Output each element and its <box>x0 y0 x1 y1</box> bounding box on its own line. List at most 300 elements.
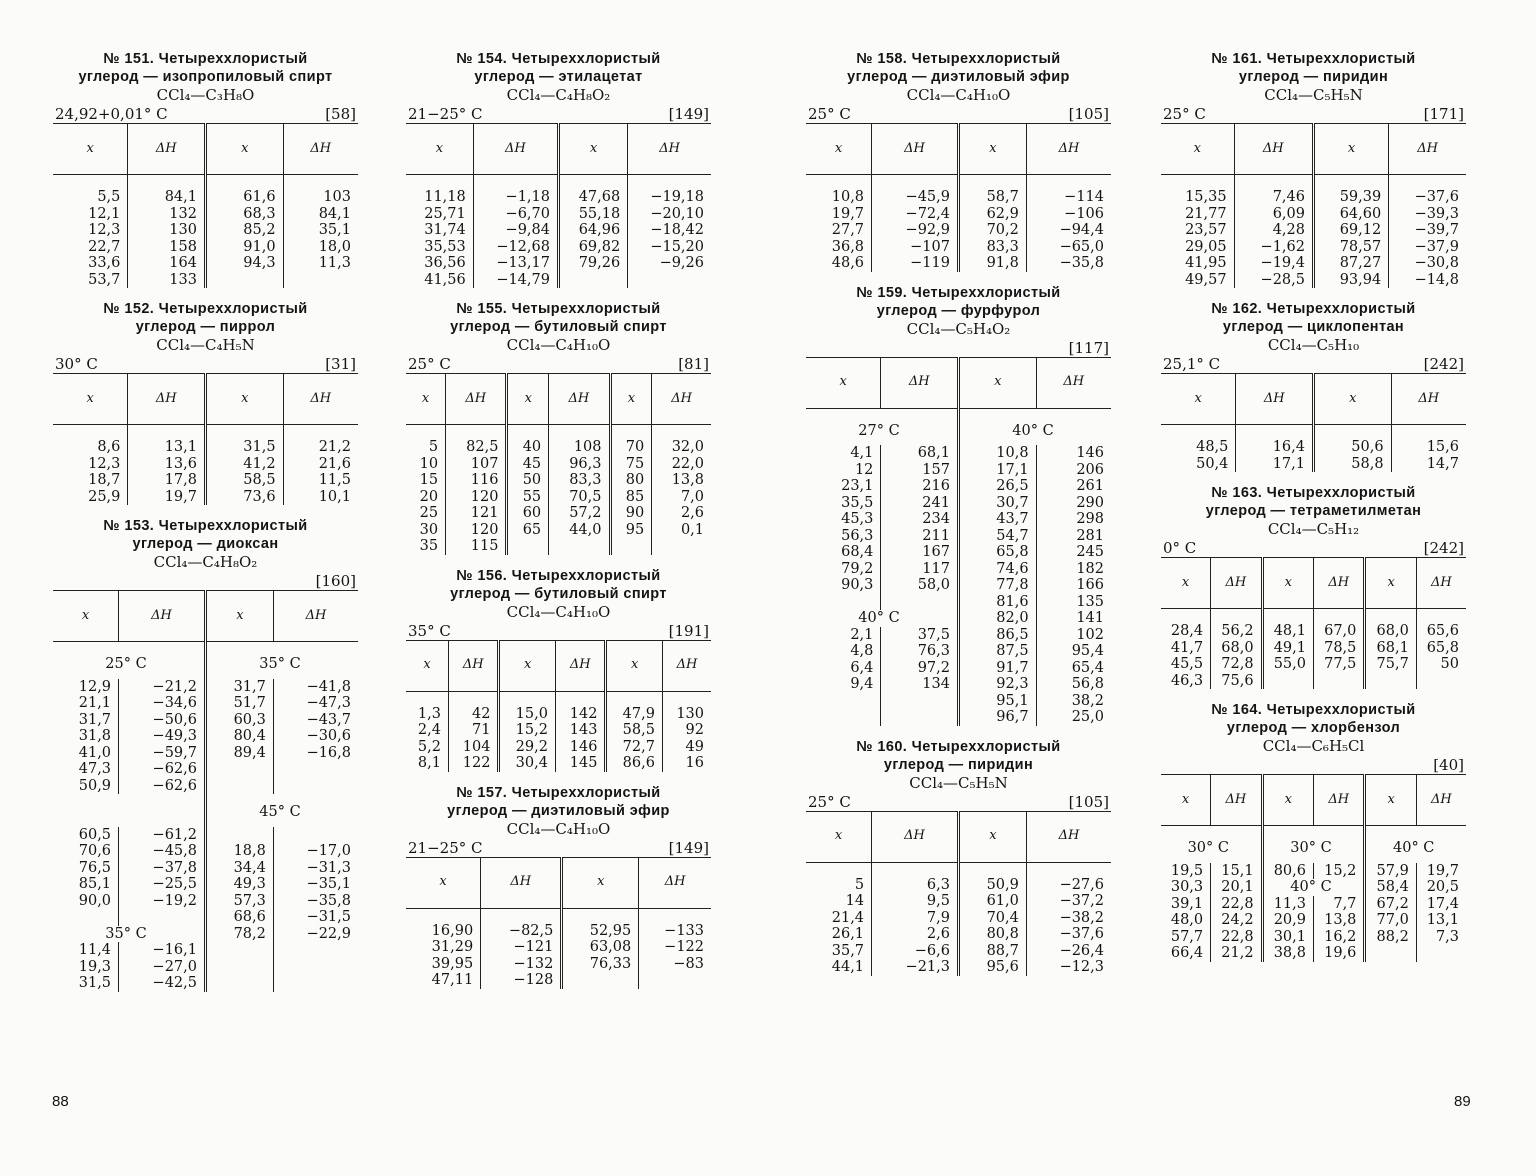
temperature: 21−25° C <box>408 105 483 123</box>
table-row <box>53 728 358 745</box>
table-cell: 31,5 <box>78 975 112 991</box>
table-row <box>406 239 711 256</box>
table-cell: 64,60 <box>1313 206 1388 223</box>
table-cell <box>1313 673 1364 690</box>
table-cell: −106 <box>1026 206 1111 223</box>
table-cell <box>205 272 283 289</box>
table-cell: 30° C <box>1262 826 1365 863</box>
table-cell: 88,2 <box>1365 929 1416 946</box>
table-159 <box>806 284 1111 726</box>
table-cell: 17,4 <box>1416 896 1466 913</box>
table-cell: 76,33 <box>562 956 639 973</box>
table-cell: 4,8 <box>850 643 874 659</box>
table-cell: 85 <box>610 489 652 506</box>
table-cell: 20 <box>419 488 439 505</box>
table-cell: 97,2 <box>881 660 959 677</box>
table-cell: 75 <box>610 456 652 473</box>
table-cell: 55,18 <box>558 206 627 223</box>
table-cell: 81,6 <box>958 594 1036 611</box>
table-cell <box>53 909 119 926</box>
table-cell: 12 <box>854 461 874 478</box>
table-cell: 70 <box>610 425 652 456</box>
table-cell: 90 <box>610 505 652 522</box>
table-cell: 85,2 <box>205 222 283 239</box>
reference: [149] <box>668 105 709 123</box>
table-cell: 57,9 <box>1365 863 1416 880</box>
table-cell: −133 <box>639 908 711 939</box>
table-cell: −43,7 <box>273 712 358 729</box>
table-cell: 57,2 <box>549 505 610 522</box>
table-cell: 5,5 <box>97 189 121 205</box>
table-cell: 68,6 <box>205 909 273 926</box>
table-cell: 44,1 <box>831 959 865 975</box>
table-cell: 94,3 <box>205 255 283 272</box>
temperature-subheader <box>53 642 358 679</box>
formula: CCl₄—C₄H₈O₂ <box>506 86 611 104</box>
table-cell <box>549 538 610 555</box>
table-cell <box>205 778 273 795</box>
table-row <box>53 876 358 893</box>
table-cell <box>273 975 358 992</box>
table-cell: 182 <box>1036 561 1111 578</box>
table-cell: 30,1 <box>1262 929 1313 946</box>
table-cell: −21,3 <box>872 959 959 976</box>
temperature-subheader <box>1161 826 1466 863</box>
table-cell: 15,2 <box>1313 863 1364 880</box>
table-row <box>53 860 358 877</box>
table-cell: 49,3 <box>205 876 273 893</box>
table-cell: 93,94 <box>1313 272 1388 289</box>
table-cell: −6,70 <box>473 206 558 223</box>
formula: CCl₄—C₅H₁₂ <box>1267 520 1360 538</box>
table-row <box>53 255 358 272</box>
table-cell: −42,5 <box>119 975 206 992</box>
table-cell <box>881 709 959 726</box>
formula: CCl₄—C₆H₅Cl <box>1262 737 1365 755</box>
table-cell: 19,5 <box>1170 862 1204 879</box>
table-subtitle: углерод — бутиловый спирт <box>450 585 667 602</box>
table-cell: 79,2 <box>841 560 874 577</box>
table-163 <box>1161 484 1466 689</box>
table-cell: −13,17 <box>473 255 558 272</box>
table-cell: 49 <box>662 739 711 756</box>
table-cell: 50,9 <box>78 777 112 794</box>
table-row <box>406 722 711 739</box>
data-table: x ΔH x ΔH 5,5 84,1 61,6 103 12,1 132 68,3 84,1 12,3 130 85,2 35,1 22,7 158 91,0 18,0 33,6 164 94,3 11,3 53,7 133 <box>53 123 358 288</box>
table-row <box>1161 879 1466 896</box>
formula: CCl₄—C₅H₅N <box>909 773 1008 792</box>
table-row <box>1161 609 1466 640</box>
table-cell: 48,5 <box>1196 439 1229 455</box>
table-cell: −16,1 <box>119 942 206 959</box>
table-row <box>53 206 358 223</box>
table-cell: −45,9 <box>872 175 959 206</box>
table-cell: 61,0 <box>958 893 1026 910</box>
table-cell: 96,3 <box>549 456 610 473</box>
table-cell: 24,2 <box>1211 912 1262 929</box>
table-cell: −62,6 <box>119 761 206 778</box>
table-cell: −16,8 <box>273 745 358 762</box>
table-cell: −22,9 <box>273 926 358 943</box>
table-cell: 22,0 <box>652 456 711 473</box>
table-cell: 4,1 <box>850 445 874 461</box>
table-cell: 19,7 <box>128 489 206 506</box>
table-cell: −35,8 <box>273 893 358 910</box>
table-cell: −27,0 <box>119 959 206 976</box>
table-row <box>806 206 1111 223</box>
table-row <box>806 926 1111 943</box>
table-row <box>806 478 1111 495</box>
table-cell: 78,57 <box>1313 239 1388 256</box>
table-cell: 56,2 <box>1211 609 1262 640</box>
table-cell: 69,12 <box>1313 222 1388 239</box>
table-cell: 78,2 <box>205 926 273 943</box>
table-cell: 45,5 <box>1170 656 1204 672</box>
table-cell: 5,2 <box>417 738 441 755</box>
table-cell: 12,1 <box>88 205 121 222</box>
table-row <box>53 959 358 976</box>
table-cell: 26,5 <box>958 478 1036 495</box>
table-cell <box>119 909 206 926</box>
column-3 <box>806 50 1111 988</box>
reference: [160] <box>315 572 356 590</box>
table-row <box>806 594 1111 611</box>
table-cell <box>205 975 273 992</box>
table-cell <box>1365 673 1416 690</box>
reference: [191] <box>668 621 709 640</box>
table-cell: −12,3 <box>1026 959 1111 976</box>
formula: CCl₄—C₅H₅N <box>1264 86 1363 104</box>
table-row <box>406 522 711 539</box>
table-cell: 5 <box>854 876 865 893</box>
formula: CCl₄—C₄H₁₀O <box>506 336 611 354</box>
table-cell: 80,8 <box>958 926 1026 943</box>
table-cell: 31,7 <box>205 679 273 696</box>
table-row <box>1161 255 1466 272</box>
table-cell: 103 <box>283 175 358 206</box>
table-cell: 15,35 <box>1185 189 1227 205</box>
table-row <box>406 939 711 956</box>
table-row <box>406 272 711 289</box>
table-row <box>53 942 358 959</box>
table-cell <box>273 778 358 795</box>
table-cell: 59,39 <box>1313 175 1388 206</box>
table-subtitle: углерод — диэтиловый эфир <box>847 69 1070 85</box>
table-row <box>406 956 711 973</box>
table-cell: 7,3 <box>1416 929 1466 946</box>
data-table: x ΔH x ΔH x ΔH 30° C 30° C 40° C 19,5 15,1 80,6 15,2 57,9 19,7 30,3 20,1 40° C 58,4 20,5 39,1 22,8 11,3 7,7 67,2 17,4 48,0 24,2 20,9 13,8 77,0 13,1 57,7 22,8 30,1 16,2 88,2 7,3 66,4 21,2 38,8 19,6 <box>1161 774 1466 962</box>
table-cell: 71 <box>448 722 498 739</box>
table-row <box>806 222 1111 239</box>
table-row <box>53 239 358 256</box>
table-cell <box>1416 673 1466 690</box>
table-cell: 44,0 <box>549 522 610 539</box>
reference: [105] <box>1068 105 1109 123</box>
table-row <box>1161 222 1466 239</box>
table-cell: −39,7 <box>1389 222 1466 239</box>
table-cell: 60,5 <box>78 826 112 843</box>
table-cell <box>53 794 205 827</box>
table-cell: 95,6 <box>958 959 1026 976</box>
table-cell: 77,8 <box>958 577 1036 594</box>
table-cell: −31,3 <box>273 860 358 877</box>
table-158 <box>806 50 1111 272</box>
table-row <box>806 676 1111 693</box>
table-cell: 10,8 <box>958 445 1036 462</box>
table-cell: 18,8 <box>205 843 273 860</box>
table-cell: 4,28 <box>1234 222 1313 239</box>
table-cell <box>881 594 959 611</box>
table-cell: −9,26 <box>628 255 711 272</box>
table-cell: 6,3 <box>872 862 959 893</box>
table-row <box>806 943 1111 960</box>
table-cell: 16,90 <box>431 922 474 939</box>
table-cell: 68,3 <box>205 206 283 223</box>
table-cell: 25 <box>419 505 439 521</box>
table-cell: 261 <box>1036 478 1111 495</box>
table-title: № 164. Четыреххлористый <box>1211 702 1416 718</box>
table-row <box>806 893 1111 910</box>
table-cell: 50,9 <box>958 862 1026 893</box>
table-cell <box>273 761 358 778</box>
table-cell: 34,4 <box>205 860 273 877</box>
table-cell: 21,2 <box>1211 945 1262 962</box>
table-cell: 52,95 <box>562 908 639 939</box>
table-cell: −30,6 <box>273 728 358 745</box>
table-cell: 27° C <box>858 422 900 439</box>
table-157 <box>406 784 711 989</box>
table-row <box>806 910 1111 927</box>
table-cell: 31,29 <box>431 939 474 955</box>
table-cell: 12,3 <box>88 222 121 238</box>
table-cell: 11,3 <box>1262 896 1313 913</box>
table-cell: 20,9 <box>1262 912 1313 929</box>
table-cell: 216 <box>881 478 959 495</box>
table-cell: 84,1 <box>283 206 358 223</box>
table-cell: 58,4 <box>1365 879 1416 896</box>
table-cell: 19,6 <box>1313 945 1364 962</box>
temperature-subheader <box>53 794 358 827</box>
table-cell: −119 <box>872 255 959 272</box>
table-cell: 35° C <box>205 642 358 679</box>
table-cell: 25,71 <box>424 205 466 222</box>
table-cell: 72,8 <box>1211 656 1262 673</box>
table-cell: −17,0 <box>273 843 358 860</box>
table-cell: 164 <box>128 255 206 272</box>
table-cell: −122 <box>639 939 711 956</box>
table-cell: 92,3 <box>958 676 1036 693</box>
table-cell: 83,3 <box>549 472 610 489</box>
reference: [149] <box>668 838 709 857</box>
table-cell: 70,6 <box>78 843 112 859</box>
table-row <box>53 843 358 860</box>
table-cell: −121 <box>481 939 562 956</box>
table-cell: 2,6 <box>652 505 711 522</box>
table-subtitle: углерод — бутиловый спирт <box>450 319 667 335</box>
table-cell: 35° C <box>105 925 147 942</box>
table-cell: 31,7 <box>78 711 112 728</box>
table-title: № 158. Четыреххлористый <box>856 51 1061 67</box>
table-cell: 120 <box>446 522 507 539</box>
table-cell: 281 <box>1036 528 1111 545</box>
table-row <box>406 175 711 206</box>
table-cell: 45,3 <box>841 511 874 527</box>
table-cell: 60,3 <box>205 712 273 729</box>
table-cell: −9,84 <box>473 222 558 239</box>
table-cell: −49,3 <box>119 728 206 745</box>
table-row <box>806 544 1111 561</box>
table-row <box>806 660 1111 677</box>
table-cell: 122 <box>448 755 498 772</box>
table-cell: 68,4 <box>841 544 874 560</box>
table-cell: 134 <box>881 676 959 693</box>
table-row <box>406 908 711 939</box>
table-cell: 38,2 <box>1036 693 1111 710</box>
table-cell: 158 <box>128 239 206 256</box>
table-cell <box>1416 945 1466 962</box>
table-title: № 159. Четыреххлористый <box>856 284 1061 301</box>
table-cell: 5 <box>428 439 439 455</box>
table-cell <box>205 761 273 778</box>
table-row <box>806 511 1111 528</box>
table-cell: 46,3 <box>1170 672 1204 689</box>
table-row <box>406 456 711 473</box>
table-cell: 84,1 <box>128 175 206 206</box>
table-cell: 95 <box>610 522 652 539</box>
table-cell: 78,5 <box>1313 640 1364 657</box>
table-row <box>53 712 358 729</box>
table-cell: 11,18 <box>424 189 466 205</box>
temperature: 35° C <box>408 621 451 640</box>
table-152 <box>53 300 358 505</box>
table-cell: −34,6 <box>119 695 206 712</box>
table-cell: 10,8 <box>831 189 865 205</box>
table-cell: 40° C <box>1262 879 1365 896</box>
table-cell: 41,0 <box>78 744 112 761</box>
table-cell: −6,6 <box>872 943 959 960</box>
table-cell: 14,7 <box>1391 456 1466 473</box>
table-cell: −39,3 <box>1389 206 1466 223</box>
table-cell: 102 <box>1036 627 1111 644</box>
table-row <box>1161 456 1466 473</box>
table-cell: 36,8 <box>831 238 865 255</box>
table-cell: 54,7 <box>958 528 1036 545</box>
table-cell: 290 <box>1036 495 1111 512</box>
table-cell: 135 <box>1036 594 1111 611</box>
table-cell: −35,1 <box>273 876 358 893</box>
table-cell: 55,0 <box>1262 656 1313 673</box>
data-table: x ΔH x ΔH 48,5 16,4 50,6 15,6 50,4 17,1 58,8 14,7 <box>1161 373 1466 472</box>
table-row <box>53 909 358 926</box>
table-cell: −21,2 <box>119 679 206 696</box>
table-cell: −15,20 <box>628 239 711 256</box>
table-cell: 35,7 <box>831 942 865 959</box>
table-row <box>406 691 711 722</box>
table-cell <box>205 827 273 844</box>
table-row <box>406 755 711 772</box>
data-table: x ΔH x ΔH 16,90 −82,5 52,95 −133 31,29 −121 63,08 −122 39,95 −132 76,33 −83 47,11 −128 <box>406 857 711 989</box>
table-title: № 160. Четыреххлористый <box>856 738 1061 755</box>
table-cell: 130 <box>128 222 206 239</box>
table-row <box>406 472 711 489</box>
table-cell: 53,7 <box>88 271 121 288</box>
table-subtitle: углерод — изопропиловый спирт <box>78 69 333 85</box>
table-cell: −128 <box>481 972 562 989</box>
table-title: № 152. Четыреххлористый <box>103 301 308 317</box>
table-cell: 47,11 <box>431 972 474 988</box>
table-subtitle: углерод — пиррол <box>135 319 276 335</box>
table-cell: 7,0 <box>652 489 711 506</box>
table-row <box>806 462 1111 479</box>
table-cell: 31,74 <box>424 222 466 238</box>
table-cell: 142 <box>555 691 605 722</box>
table-cell: 43,7 <box>958 511 1036 528</box>
table-subtitle: углерод — этилацетат <box>474 69 643 85</box>
table-cell: 35,53 <box>424 238 466 255</box>
temperature: 25° C <box>408 355 451 373</box>
table-cell: 82,5 <box>446 425 507 456</box>
table-cell: 9,5 <box>872 893 959 910</box>
table-row <box>1161 912 1466 929</box>
table-cell: 47,68 <box>558 175 627 206</box>
table-cell: −31,5 <box>273 909 358 926</box>
table-cell: 91,7 <box>958 660 1036 677</box>
table-cell: 41,2 <box>205 456 283 473</box>
table-cell: −37,9 <box>1389 239 1466 256</box>
table-cell: 15,2 <box>499 722 556 739</box>
data-table: x ΔH x ΔH 15,35 7,46 59,39 −37,6 21,77 6,09 64,60 −39,3 23,57 4,28 69,12 −39,7 29,05 −1,62 78,57 −37,9 41,95 −19,4 87,27 −30,8 49,57 −28,5 93,94 −14,8 <box>1161 123 1466 288</box>
table-cell: −20,10 <box>628 206 711 223</box>
table-cell: 35,5 <box>841 494 874 511</box>
table-title: № 162. Четыреххлористый <box>1211 301 1416 317</box>
data-table: x ΔH x ΔH 5 6,3 50,9 −27,6 14 9,5 61,0 −37,2 21,4 7,9 70,4 −38,2 26,1 2,6 80,8 −37,6 35,7 −6,6 88,7 −26,4 44,1 −21,3 95,6 −12,3 <box>806 811 1111 976</box>
table-row <box>53 745 358 762</box>
table-cell: 88,7 <box>958 943 1026 960</box>
table-row <box>806 175 1111 206</box>
formula: CCl₄—C₄H₁₀O <box>506 602 611 621</box>
table-cell: 60 <box>507 505 549 522</box>
table-cell: 35,1 <box>283 222 358 239</box>
table-cell: −26,4 <box>1026 943 1111 960</box>
table-cell: 108 <box>549 425 610 456</box>
table-cell: 75,6 <box>1211 673 1262 690</box>
reference: [31] <box>325 355 356 373</box>
page-number-right: 89 <box>1454 1093 1471 1110</box>
table-row <box>806 693 1111 710</box>
table-cell: −94,4 <box>1026 222 1111 239</box>
temperature: 25,1° C <box>1163 355 1221 373</box>
table-cell: 58,7 <box>958 175 1026 206</box>
table-title: № 161. Четыреххлористый <box>1211 51 1416 67</box>
table-row <box>1161 945 1466 962</box>
table-cell: 10 <box>419 455 439 472</box>
table-cell: 15 <box>419 472 439 488</box>
table-cell: −59,7 <box>119 745 206 762</box>
table-title: № 157. Четыреххлористый <box>456 784 661 801</box>
table-cell: −19,2 <box>119 893 206 910</box>
table-cell: 2,4 <box>417 722 441 738</box>
table-cell: 75,7 <box>1365 656 1416 673</box>
table-cell <box>558 272 627 289</box>
table-row <box>406 505 711 522</box>
table-row <box>1161 896 1466 913</box>
table-cell: 20,5 <box>1416 879 1466 896</box>
table-cell: 66,4 <box>1170 945 1204 961</box>
table-row <box>406 222 711 239</box>
table-cell: 49,1 <box>1262 640 1313 657</box>
temperature: 25° C <box>808 105 851 123</box>
table-cell: 30,7 <box>958 495 1036 512</box>
